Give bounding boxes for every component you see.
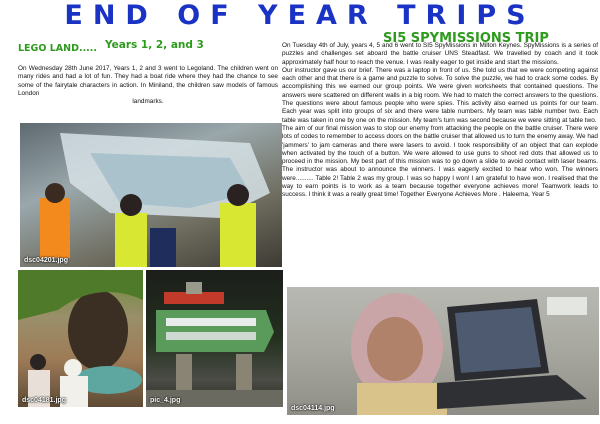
photo-spaceship-model [146,270,283,407]
photo-laptop-caption: dsc04114.jpg [291,405,335,412]
lego-land-body-last: landmarks. [132,98,164,106]
lego-photo-illustration [20,123,282,267]
photo-lego-land [20,123,282,267]
cave-photo-illustration [18,270,143,407]
lego-land-heading: LEGO LAND..... [18,43,98,54]
si5-paragraph-1: On Tuesday 4th of July, years 4, 5 and 6 went to SI5 SpyMissions in Milton Keynes. SpyMissions is a series of puzzles and challenges set aboard the battle cruiser UNS Steadfast. We travelled by coach and it took approximately half hour to reach the venue. I was really eager to get inside and start the missions. [282,42,598,66]
photo-laptop [287,287,599,415]
lego-land-subheading: Years 1, 2, and 3 [105,39,204,51]
photo-lego-caption: dsc04201.jpg [24,257,68,264]
lego-land-body: On Wednesday 28th June 2017, Years 1, 2 and 3 went to Legoland. The children went on many rides and had a lot of fun. They had a boat ride where they had the chance to see some of the fairytale characters in action. In Miniland, the children saw models of famous London [18,65,278,97]
si5-paragraph-3: The aim of our final mission was to stop our enemy from attacking the people on the battle cruiser. There were lots of codes to remember to access doors on the battle cruiser that allowed us to turn the enemy away. We had 'jammers' to jam cameras and there were lasers to avoid. I took responsibility of an object that can explode when activated by the touch of a button. We were allowed to use guns to shoot red dots that allowed us to proceed in the mission. My best part of this mission was to go down a slide to avoid contact with laser beams. The instructor was about to announce the winners. I was eagerly excited to hear who won. The winners were.......... Table 2! Table 2 was my group. I was so happy I won! I am grateful to have won. I realised that the way to earn points is to work as a team because together everyone achieves more! Teamwork leads to success. I think it was a really great time! Together Everyone Achieves More . Haleema, Year 5 [282,124,598,199]
lego-land-article [18,65,278,106]
photo-ship-caption: pic_4.jpg [150,397,181,404]
photo-cave-caption: dsc04181.jpg [22,397,66,404]
photo-cave [18,270,143,407]
si5-trip-article [282,42,598,200]
si5-trip-heading: SI5 SPYMISSIONS TRIP [383,31,549,46]
si5-paragraph-2: Our instructor gave us our brief. There was a laptop in front of us. She told us that we were competing against each other and that there is a game and puzzle to solve. To solve the puzzle, we had to crack some codes. By accomplishing this we earned our group points. We were given worksheets that contained questions. The answers were scattered on different walls in a big room. We had to match the correct answers to the questions. The questions were about famous people who were spies. This activity also earned us points for our team. Each year was split into groups of six and there were table numbers. My team was table number two. Each table was taken in one by one on the mission. My team's turn was second because we were sitting at table two. [282,66,598,124]
laptop-photo-illustration [287,287,599,415]
ship-photo-illustration [146,270,283,407]
page-title: END OF YEAR TRIPS [64,0,536,31]
